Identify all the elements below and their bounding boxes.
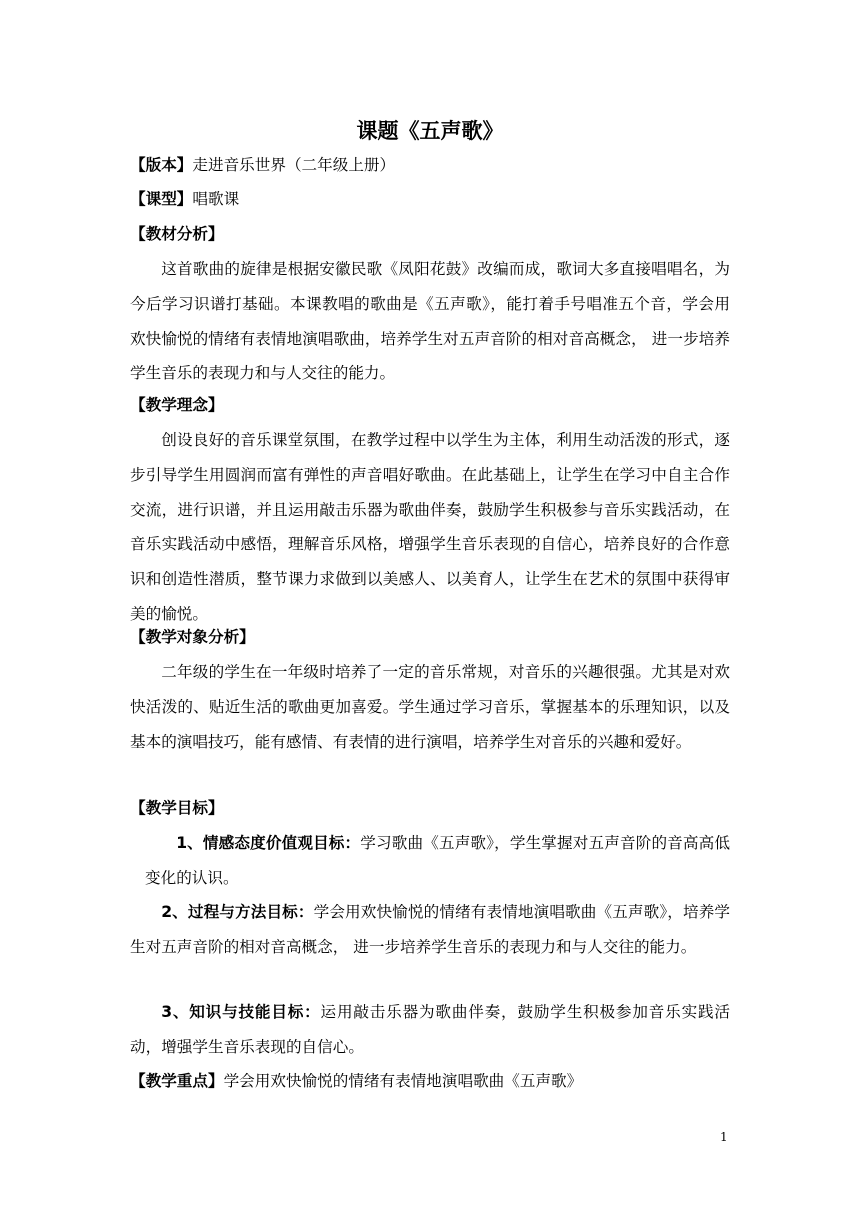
goal-item: 3、知识与技能目标：运用敲击乐器为歌曲伴奏，鼓励学生积极参加音乐实践活动，增强学生音乐表现的自信心。 xyxy=(130,1003,730,1056)
students-heading: 【教学对象分析】 xyxy=(130,628,255,646)
textbook-heading: 【教材分析】 xyxy=(130,225,224,243)
page-title: 课题《五声歌》 xyxy=(356,119,504,143)
goals-heading: 【教学目标】 xyxy=(130,799,224,817)
goal-item: 1、情感态度价值观目标：学习歌曲《五声歌》，学生掌握对五声音阶的音高高低变化的认识。 xyxy=(145,834,730,887)
edition-label: 【版本】 xyxy=(130,156,193,174)
page-number: 1 xyxy=(720,1130,728,1144)
keypoint-label: 【教学重点】 xyxy=(130,1072,224,1090)
keypoint-value: 学会用欢快愉悦的情绪有表情地演唱歌曲《五声歌》 xyxy=(223,1072,583,1090)
type-label: 【课型】 xyxy=(130,190,193,208)
edition-value: 走进音乐世界（二年级上册） xyxy=(192,156,396,174)
goal-item: 2、过程与方法目标：学会用欢快愉悦的情绪有表情地演唱歌曲《五声歌》，培养学生对五声音阶的相对音高概念， 进一步培养学生音乐的表现力和与人交往的能力。 xyxy=(130,903,731,956)
students-paragraph: 二年级的学生在一年级时培养了一定的音乐常规，对音乐的兴趣很强。尤其是对欢快活泼的、贴近生活的歌曲更加喜爱。学生通过学习音乐，掌握基本的乐理知识，以及基本的演唱技巧，能有感情、有表情的进行演唱，培养学生对音乐的兴趣和爱好。 xyxy=(130,663,730,751)
edition-line xyxy=(130,155,395,175)
type-line xyxy=(130,189,239,209)
philosophy-heading: 【教学理念】 xyxy=(130,396,224,414)
type-value: 唱歌课 xyxy=(192,190,240,208)
textbook-paragraph: 这首歌曲的旋律是根据安徽民歌《凤阳花鼓》改编而成，歌词大多直接唱唱名，为今后学习识谱打基础。本课教唱的歌曲是《五声歌》，能打着手号唱准五个音，学会用欢快愉悦的情绪有表情地演唱歌曲，培养学生对五声音阶的相对音高概念， 进一步培养学生音乐的表现力和与人交往的能力。 xyxy=(130,260,730,383)
philosophy-paragraph: 创设良好的音乐课堂氛围，在教学过程中以学生为主体，利用生动活泼的形式，逐步引导学生用圆润而富有弹性的声音唱好歌曲。在此基础上，让学生在学习中自主合作交流，进行识谱，并且运用敲击乐器为歌曲伴奏，鼓励学生积极参与音乐实践活动，在音乐实践活动中感悟，理解音乐风格，增强学生音乐表现的自信心，培养良好的合作意识和创造性潜质，整节课力求做到以美感人、以美育人，让学生在艺术的氛围中获得审美的愉悦。 xyxy=(130,431,730,623)
keypoint-line xyxy=(130,1071,582,1091)
